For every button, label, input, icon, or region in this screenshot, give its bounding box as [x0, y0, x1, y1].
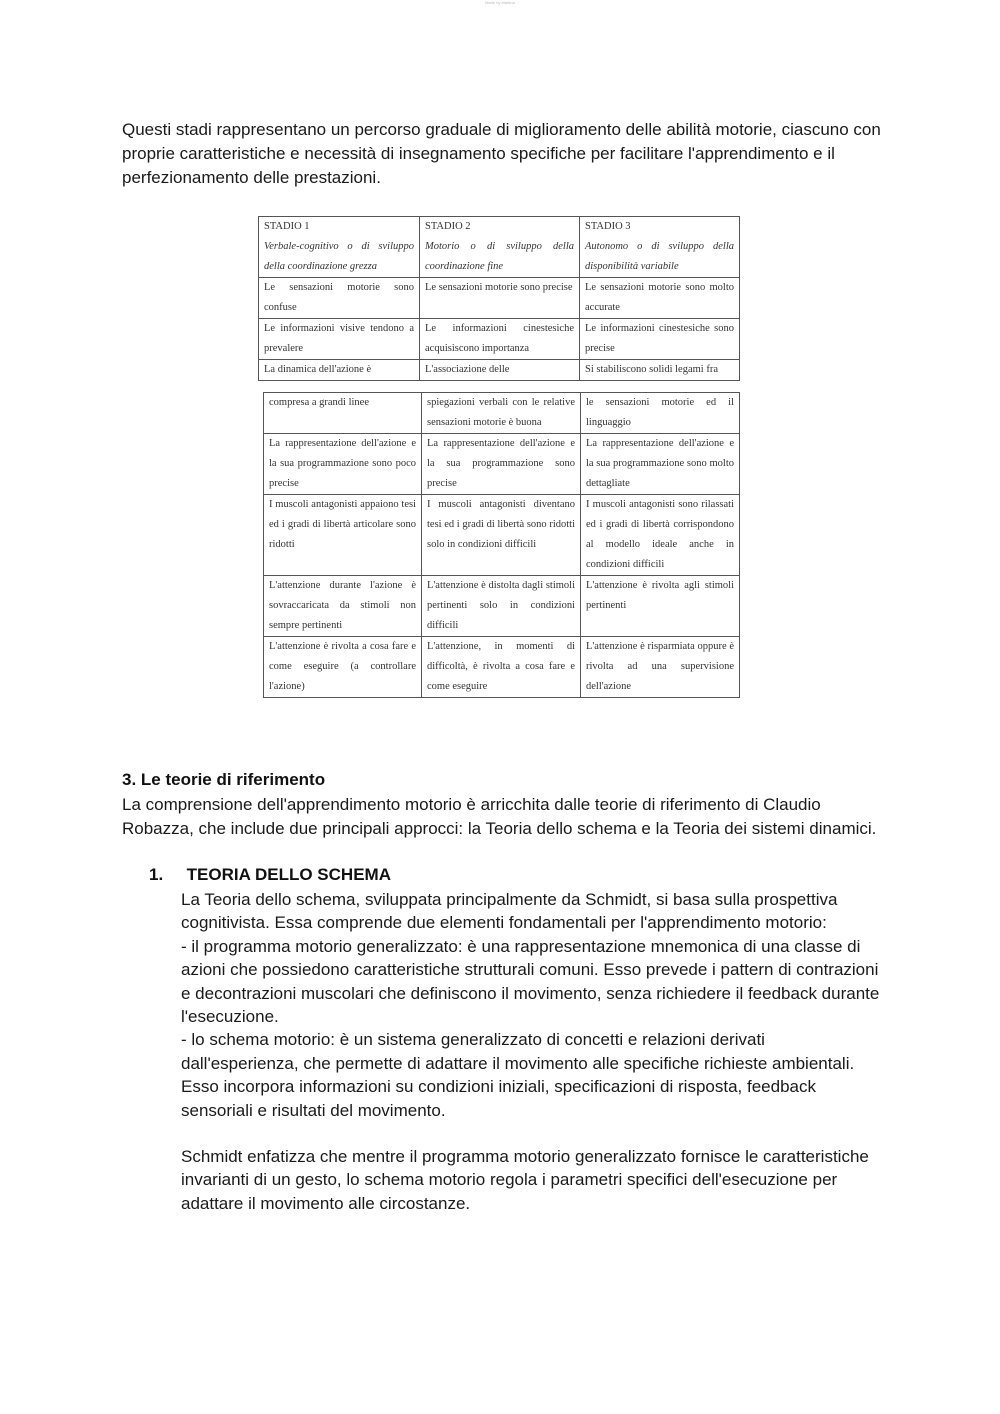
theory-paragraph: La Teoria dello schema, sviluppata principalmente da Schmidt, si basa sulla prospettiva cognitivista. Essa comprende due elementi fondamentali per l'apprendimento motorio:: [181, 890, 838, 933]
table-cell: Le informazioni visive tendono a prevalere: [259, 319, 420, 360]
stage-title: STADIO 2: [425, 221, 471, 232]
table-cell: La rappresentazione dell'azione e la sua programmazione sono molto dettagliate: [581, 434, 740, 495]
table-cell: L'associazione delle: [420, 360, 580, 381]
table-cell: compresa a grandi linee: [264, 393, 422, 434]
table-cell: L'attenzione è rivolta a cosa fare e come eseguire (a controllare l'azione): [264, 637, 422, 698]
table-cell: La rappresentazione dell'azione e la sua programmazione sono precise: [422, 434, 581, 495]
table-cell: Le sensazioni motorie sono molto accurate: [580, 278, 740, 319]
intro-paragraph: Questi stadi rappresentano un percorso graduale di miglioramento delle abilità motorie, ciascuno con proprie caratteristiche e necessità di insegnamento specifiche per facilitare l'apprendimento e il perfezionamento delle prestazioni.: [122, 120, 881, 187]
table-cell: I muscoli antagonisti diventano tesi ed i gradi di libertà sono ridotti solo in condizioni difficili: [422, 495, 581, 576]
table-cell: spiegazioni verbali con le relative sensazioni motorie è buona: [422, 393, 581, 434]
table-header-cell: [580, 217, 740, 278]
theory-paragraph: - il programma motorio generalizzato: è una rappresentazione mnemonica di una classe di azioni che possiedono caratteristiche strutturali comuni. Esso prevede i pattern di contrazioni e decontrazioni muscolari che definiscono il movimento, senza richiedere il feedback durante l'esecuzione.: [181, 936, 880, 1027]
stage-subtitle: Verbale-cognitivo o di sviluppo della coordinazione grezza: [264, 241, 414, 272]
section-heading: 3. Le teorie di riferimento: [122, 770, 326, 789]
intro-block: [122, 118, 882, 190]
stage-subtitle: Autonomo o di sviluppo della disponibilità variabile: [585, 241, 734, 272]
list-title: TEORIA DELLO SCHEMA: [186, 865, 391, 884]
table-cell: I muscoli antagonisti appaiono tesi ed i gradi di libertà articolare sono ridotti: [264, 495, 422, 576]
table-row: [259, 319, 740, 360]
stage-title: STADIO 1: [264, 221, 310, 232]
list-number: 1.: [149, 865, 164, 884]
table-cell: le sensazioni motorie ed il linguaggio: [581, 393, 740, 434]
table-cell: L'attenzione è distolta dagli stimoli pertinenti solo in condizioni difficili: [422, 576, 581, 637]
table-row: [264, 637, 740, 698]
table-cell: Le informazioni cinestesiche acquisiscono importanza: [420, 319, 580, 360]
table-header-cell: [259, 217, 420, 278]
table-header-row: [259, 217, 740, 278]
theory-paragraph: Schmidt enfatizza che mentre il programma motorio generalizzato fornisce le caratteristiche invarianti di un gesto, lo schema motorio regola i parametri specifici dell'esecuzione per adattare il movimento alle circostanze.: [181, 1147, 869, 1213]
stage-subtitle: Motorio o di sviluppo della coordinazione fine: [425, 241, 574, 272]
list-item-heading: [149, 864, 391, 886]
section-intro: La comprensione dell'apprendimento motorio è arricchita dalle teorie di riferimento di Claudio Robazza, che include due principali approcci: la Teoria dello schema e la Teoria dei sistemi dinamici.: [122, 795, 877, 838]
list-item-body: [181, 888, 881, 1215]
table-row: [259, 278, 740, 319]
table-cell: Le informazioni cinestesiche sono precise: [580, 319, 740, 360]
table-row: [264, 434, 740, 495]
table-cell: L'attenzione, in momenti di difficoltà, è rivolta a cosa fare e come eseguire: [422, 637, 581, 698]
table-cell: La dinamica dell'azione è: [259, 360, 420, 381]
theory-paragraph: - lo schema motorio: è un sistema generalizzato di concetti e relazioni derivati dall'esperienza, che permette di adattare il movimento alle specifiche richieste ambientali. Esso incorpora informazioni su condizioni iniziali, specificazioni di risposta, feedback sensoriali e risultati del movimento.: [181, 1030, 855, 1120]
section-intro-block: [122, 793, 882, 841]
table-cell: Si stabiliscono solidi legami fra: [580, 360, 740, 381]
stage-title: STADIO 3: [585, 221, 631, 232]
table-row: [259, 360, 740, 381]
table-cell: Le sensazioni motorie sono precise: [420, 278, 580, 319]
table-row: [264, 495, 740, 576]
table-cell: I muscoli antagonisti sono rilassati ed i gradi di libertà corrispondono al modello ideale anche in condizioni difficili: [581, 495, 740, 576]
table-cell: L'attenzione durante l'azione è sovraccaricata da stimoli non sempre pertinenti: [264, 576, 422, 637]
table-cell: L'attenzione è risparmiata oppure è rivolta ad una supervisione dell'azione: [581, 637, 740, 698]
stages-table-part1: [258, 216, 740, 381]
table-header-cell: [420, 217, 580, 278]
watermark-text: Made by Martina: [485, 0, 515, 5]
table-row: [264, 576, 740, 637]
table-cell: La rappresentazione dell'azione e la sua programmazione sono poco precise: [264, 434, 422, 495]
table-cell: L'attenzione è rivolta agli stimoli pertinenti: [581, 576, 740, 637]
stages-table-part2: [263, 392, 740, 698]
table-cell: Le sensazioni motorie sono confuse: [259, 278, 420, 319]
table-row: [264, 393, 740, 434]
